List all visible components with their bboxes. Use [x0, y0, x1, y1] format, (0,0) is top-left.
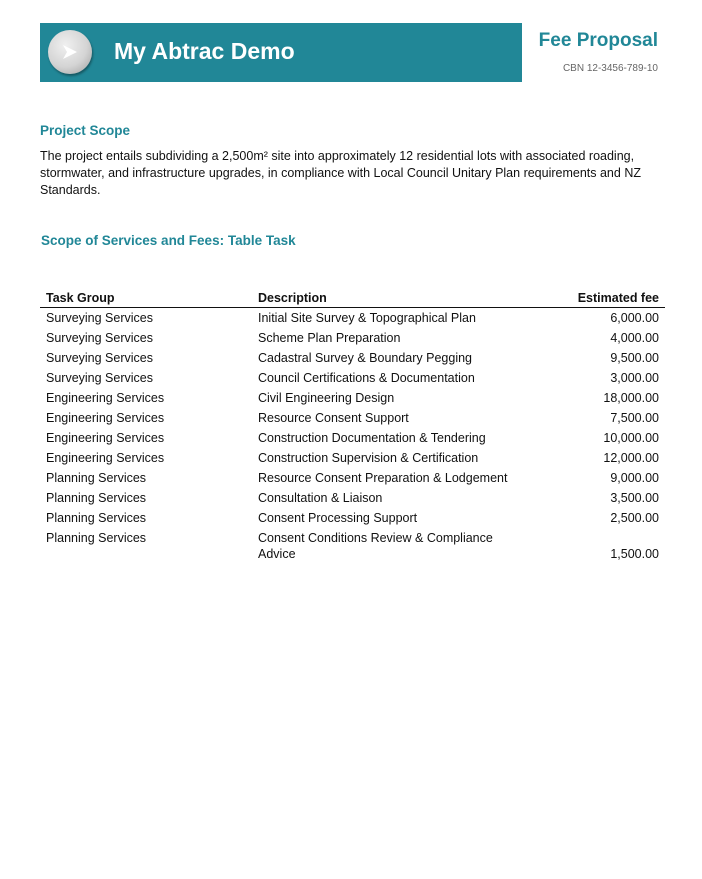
table-row [40, 508, 665, 528]
description-cell: Construction Documentation & Tendering [258, 431, 486, 445]
description-cell: Initial Site Survey & Topographical Plan [258, 311, 476, 325]
description-cell: Resource Consent Support [258, 411, 409, 425]
description-cell: Construction Supervision & Certification [258, 451, 479, 465]
description-cell: Civil Engineering Design [258, 391, 395, 405]
description-cell: Consent Conditions Review & Compliance Advice [258, 531, 493, 561]
table-row [40, 328, 665, 348]
fee-cell: 4,000.00 [610, 331, 659, 345]
fee-cell: 7,500.00 [610, 411, 659, 425]
task-group-cell: Planning Services [46, 511, 147, 525]
table-row [40, 528, 665, 564]
description-cell: Resource Consent Preparation & Lodgement [258, 471, 508, 485]
fee-cell: 12,000.00 [603, 451, 659, 465]
task-group-cell: Engineering Services [46, 451, 165, 465]
table-row [40, 368, 665, 388]
task-group-cell: Engineering Services [46, 411, 165, 425]
header-banner [40, 23, 522, 82]
fee-cell: 3,500.00 [610, 491, 659, 505]
task-group-cell: Surveying Services [46, 311, 153, 325]
table-row [40, 408, 665, 428]
description-cell: Cadastral Survey & Boundary Pegging [258, 351, 473, 365]
project-scope-heading: Project Scope [40, 123, 131, 138]
task-group-cell: Planning Services [46, 531, 147, 545]
fee-cell: 6,000.00 [610, 311, 659, 325]
table-row [40, 428, 665, 448]
table-header-row [40, 288, 665, 308]
fee-cell: 9,000.00 [610, 471, 659, 485]
description-cell: Consent Processing Support [258, 511, 418, 525]
fee-cell: 9,500.00 [610, 351, 659, 365]
company-number: CBN 12-3456-789-10 [562, 63, 658, 74]
fee-cell: 3,000.00 [610, 371, 659, 385]
task-group-cell: Surveying Services [46, 331, 153, 345]
table-row [40, 308, 665, 329]
description-cell: Consultation & Liaison [258, 491, 383, 505]
table-row [40, 448, 665, 468]
document-title: Fee Proposal [538, 30, 658, 51]
description-cell: Council Certifications & Documentation [258, 371, 475, 385]
column-header-description: Description [252, 288, 524, 308]
table-row [40, 388, 665, 408]
task-group-cell: Engineering Services [46, 431, 165, 445]
brand-name: My Abtrac Demo [114, 38, 295, 64]
task-group-cell: Surveying Services [46, 371, 153, 385]
task-group-cell: Engineering Services [46, 391, 165, 405]
fee-cell: 1,500.00 [610, 547, 659, 561]
project-scope-text: The project entails subdividing a 2,500m² site into approximately 12 residential lots with associated roading, stormwater, and infrastructure upgrades, in compliance with Local Council Unitary Plan requirements and NZ Standards. [40, 149, 641, 197]
task-group-cell: Planning Services [46, 471, 147, 485]
fee-cell: 2,500.00 [610, 511, 659, 525]
fees-heading: Scope of Services and Fees: Table Task [41, 233, 296, 248]
task-group-cell: Surveying Services [46, 351, 153, 365]
table-row [40, 468, 665, 488]
description-cell: Scheme Plan Preparation [258, 331, 401, 345]
column-header-estimated-fee: Estimated fee [524, 288, 665, 308]
fee-cell: 18,000.00 [603, 391, 659, 405]
table-row [40, 488, 665, 508]
table-row [40, 348, 665, 368]
fees-table [40, 288, 665, 564]
fee-cell: 10,000.00 [603, 431, 659, 445]
task-group-cell: Planning Services [46, 491, 147, 505]
column-header-task-group: Task Group [40, 288, 252, 308]
play-arrow-icon [48, 30, 92, 74]
